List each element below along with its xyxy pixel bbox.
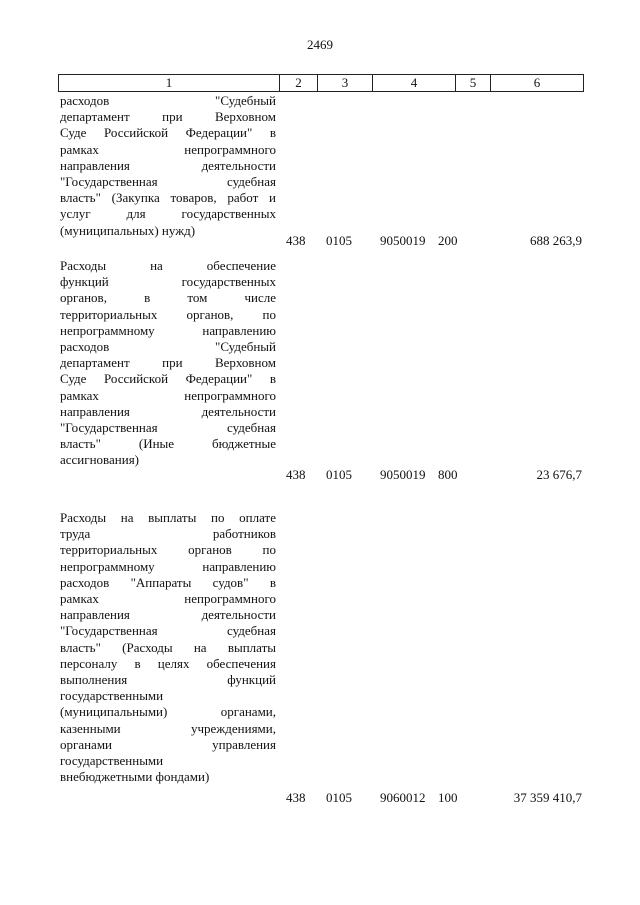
row-description [60,93,276,239]
description-line: рамках непрограммного [60,141,276,157]
description-line: (муниципальными) органами, [60,704,276,720]
cell-code-3: 0105 [326,790,352,805]
cell-code-3: 0105 [326,467,352,482]
description-line: расходов "Аппараты судов" в [60,574,276,590]
description-line: внебюджетными фондами) [60,769,210,785]
description-line: труда работников [60,526,276,542]
description-line: "Государственная судебная [60,174,276,190]
cell-code-5: 100 [438,790,458,805]
description-line: органов, в том числе [60,290,276,306]
column-header-1: 1 [59,75,280,91]
description-line: казенными учреждениями, [60,720,276,736]
description-line: департамент при Верховном [60,355,276,371]
description-line: Суде Российской Федерации" в [60,371,276,387]
description-line: выполнения функций [60,672,276,688]
description-line: персоналу в целях обеспечения [60,655,276,671]
description-line: направления деятельности [60,157,276,173]
description-line: "Государственная судебная [60,420,276,436]
description-line: департамент при Верховном [60,109,276,125]
cell-amount: 37 359 410,7 [513,790,582,805]
description-line: государственными [60,688,164,704]
description-line: услуг для государственных [60,206,276,222]
cell-code-4: 9060012 [380,790,426,805]
description-line: "Государственная судебная [60,623,276,639]
cell-code-4: 9050019 [380,467,426,482]
column-header-4: 4 [373,75,456,91]
description-line: Расходы на выплаты по оплате [60,510,276,525]
cell-code-5: 800 [438,467,458,482]
description-line: направления деятельности [60,607,276,623]
table-header-row [58,74,584,92]
cell-amount: 23 676,7 [536,467,582,482]
column-header-5: 5 [456,75,491,91]
description-line: Расходы на обеспечение [60,258,276,273]
column-header-2: 2 [280,75,318,91]
column-header-6: 6 [533,75,541,90]
description-line: рамках непрограммного [60,387,276,403]
description-line: направления деятельности [60,403,276,419]
description-line: власть" (Иные бюджетные [60,436,276,452]
page-number: 2469 [307,37,333,52]
cell-code-2: 438 [286,467,306,482]
cell-code-2: 438 [286,233,306,248]
cell-code-5: 200 [438,233,458,248]
description-line: рамках непрограммного [60,591,276,607]
description-line: власть" (Закупка товаров, работ и [60,190,276,206]
cell-code-4: 9050019 [380,233,426,248]
description-line: непрограммному направлению [60,322,276,338]
description-line: расходов "Судебный [60,93,276,108]
description-line: (муниципальных) нужд) [60,222,196,238]
description-line: Суде Российской Федерации" в [60,125,276,141]
cell-code-3: 0105 [326,233,352,248]
cell-amount: 688 263,9 [530,233,582,248]
description-line: территориальных органов, по [60,306,276,322]
cell-code-2: 438 [286,790,306,805]
description-line: государственными [60,753,164,769]
row-description [60,510,276,785]
description-line: органами управления [60,736,276,752]
description-line: функций государственных [60,274,276,290]
row-description [60,258,276,469]
description-line: непрограммному направлению [60,558,276,574]
description-line: расходов "Судебный [60,339,276,355]
description-line: ассигнования) [60,452,140,468]
description-line: власть" (Расходы на выплаты [60,639,276,655]
column-header-3: 3 [318,75,373,91]
description-line: территориальных органов по [60,542,276,558]
